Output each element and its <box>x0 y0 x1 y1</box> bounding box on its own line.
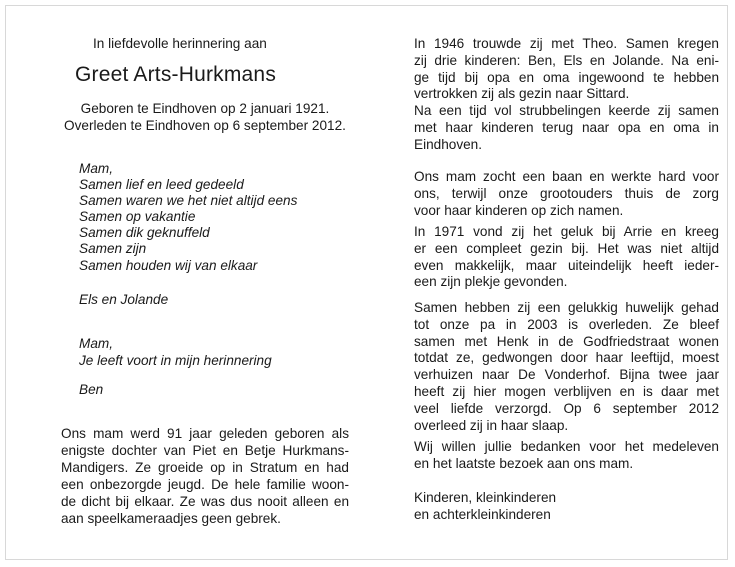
text-line: tot onze pa in 2003 is overleden. Ze bleef <box>414 316 719 332</box>
poem-els-jolande <box>79 161 297 274</box>
poem-line: Samen lief en leed gedeeld <box>79 177 244 193</box>
text-line: In 1946 trouwde zij met Theo. Samen kregen <box>414 36 719 51</box>
text-line: Na een tijd vol strubbelingen keerde zij samen <box>414 103 719 119</box>
text-line: vertrokken zij als gezin naar Sittard. <box>414 86 630 102</box>
poem-line: Samen waren we het niet altijd eens <box>79 193 298 209</box>
text-line: Ons mam werd 91 jaar geleden geboren als <box>61 426 349 441</box>
poem-signature: Ben <box>79 382 104 397</box>
text-line: zij drie kinderen: Ben, Els en Jolande. Na eni- <box>414 52 719 68</box>
poem-line: Samen dik geknuffeld <box>79 225 210 241</box>
birth-line: Geboren te Eindhoven op 2 januari 1921. <box>80 101 330 116</box>
text-line: Wij willen jullie bedanken voor het medeleven <box>414 439 719 454</box>
text-line: verhuizen naar De Vonderhof. Bijna twee jaar <box>414 367 719 383</box>
text-line: samen met Henk in de Godfriedstraat wonen <box>414 333 719 349</box>
text-line: en het laatste bezoek aan ons mam. <box>414 455 634 471</box>
poem-line: Je leeft voort in mijn herinnering <box>79 353 272 368</box>
text-line: totdat ze, gedwongen door haar leeftijd, moest <box>414 350 719 366</box>
family-signature <box>414 490 719 524</box>
biography-paragraph <box>414 36 719 154</box>
text-line: Ons mam zocht een baan en werkte hard voor <box>414 169 719 184</box>
biography-paragraph <box>414 224 719 291</box>
text-line: In 1971 vond zij het geluk bij Arrie en kreeg <box>414 224 719 239</box>
text-line: Eindhoven. <box>414 136 483 152</box>
text-line: veel liefde verzorgd. Op 6 september 2012 <box>414 400 719 416</box>
text-line: even makkelijk, maar uiteindelijk heeft ieder- <box>414 257 719 273</box>
memorial-card <box>5 5 728 560</box>
poem-line: Samen op vakantie <box>79 209 196 225</box>
life-dates <box>61 100 349 134</box>
poem-line: Mam, <box>79 336 113 351</box>
poem-ben <box>79 335 272 369</box>
text-line: een onbezorgde jeugd. De hele familie woon- <box>61 477 349 492</box>
poem-line: Mam, <box>79 161 113 176</box>
biography-paragraph <box>61 425 349 527</box>
text-line: Mandigers. Ze groeide op in Stratum en had <box>61 460 349 475</box>
biography-paragraph <box>414 300 719 434</box>
text-line: ge tijd bij opa en oma ingewoond te hebben <box>414 69 719 85</box>
text-line: Kinderen, kleinkinderen <box>414 490 557 505</box>
poem-signature: Els en Jolande <box>79 292 169 307</box>
deceased-name: Greet Arts-Hurkmans <box>75 63 277 86</box>
death-line: Overleden te Eindhoven op 6 september 2012. <box>64 118 346 133</box>
text-line: ons, terwijl onze grootouders thuis de zorg <box>414 185 719 201</box>
text-line: met haar kinderen terug naar opa en oma in <box>414 119 719 135</box>
text-line: overleed zij in haar slaap. <box>414 417 569 433</box>
text-line: enigste dochter van Piet en Betje Hurkmans- <box>61 443 349 458</box>
text-line: een zijn plekje gevonden. <box>414 274 568 290</box>
text-line: en achterkleinkinderen <box>414 506 551 522</box>
intro-text: In liefdevolle herinnering aan <box>93 36 267 51</box>
text-line: Samen hebben zij een gelukkig huwelijk gehad <box>414 300 719 315</box>
text-line: voor haar kinderen op zich namen. <box>414 202 624 218</box>
text-line: heeft zij hier mogen verblijven en is daar met <box>414 383 719 399</box>
biography-paragraph <box>414 169 719 219</box>
poem-line: Samen zijn <box>79 241 147 257</box>
text-line: de dicht bij elkaar. Ze was dus nooit alleen en <box>61 494 349 509</box>
thanks-paragraph <box>414 439 719 473</box>
text-line: er een compleet gezin bij. Het was niet altijd <box>414 240 719 256</box>
poem-line: Samen houden wij van elkaar <box>79 257 258 273</box>
text-line: aan speelkameraadjes geen gebrek. <box>61 511 281 526</box>
